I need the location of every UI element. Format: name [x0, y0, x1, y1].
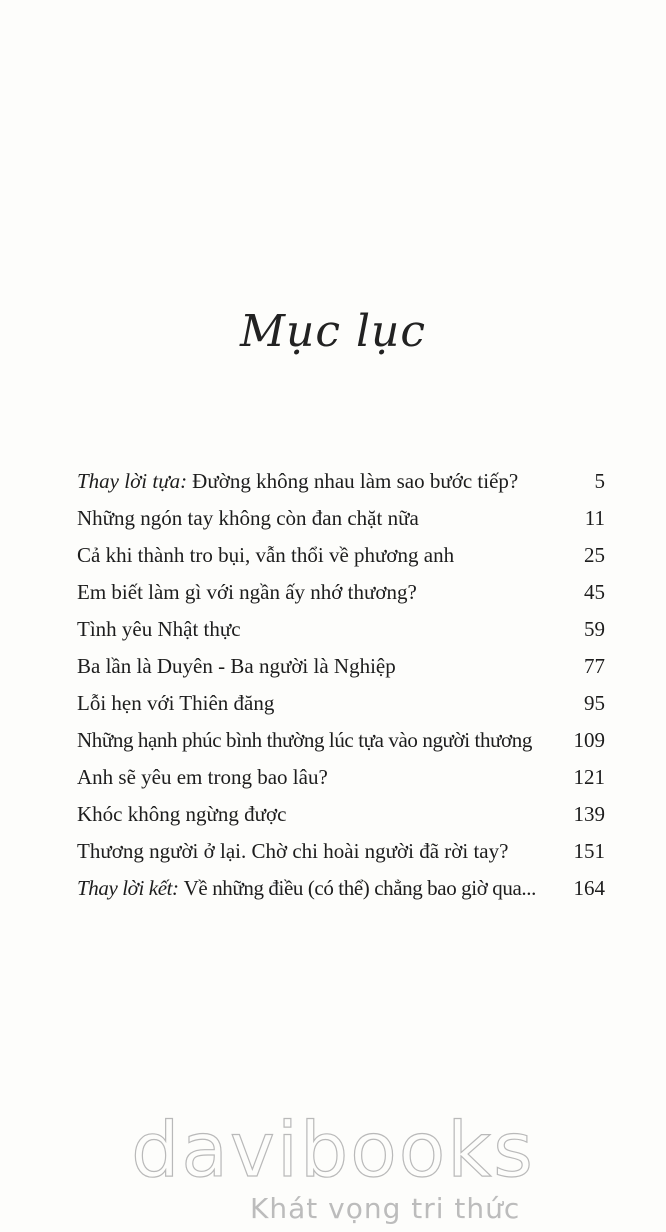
toc-entry-page: 151: [573, 839, 605, 863]
toc-entry: [77, 506, 605, 543]
toc-entry-page: 95: [584, 691, 605, 715]
toc-entry-title: Ba lần là Duyên - Ba người là Nghiệp: [77, 654, 396, 678]
toc-entry: [77, 765, 605, 802]
toc-entry-title: Những ngón tay không còn đan chặt nữa: [77, 506, 419, 530]
toc-entry-page: 164: [573, 876, 605, 900]
toc-entry-title: Tình yêu Nhật thực: [77, 617, 241, 641]
toc-entry-page: 77: [584, 654, 605, 678]
toc-entry-page: 59: [584, 617, 605, 641]
toc-entry-title: Đường không nhau làm sao bước tiếp?: [192, 469, 519, 493]
toc-entry: [77, 617, 605, 654]
watermark-tagline: Khát vọng tri thức: [250, 1192, 521, 1225]
toc-entry-title: Thương người ở lại. Chờ chi hoài người đã rời tay?: [77, 839, 509, 863]
toc-entry: [77, 691, 605, 728]
toc-entry-page: 5: [594, 469, 605, 493]
toc-entry-page: 139: [573, 802, 605, 826]
page-title: Mục lục: [239, 306, 427, 357]
toc-entry-page: 109: [573, 728, 605, 752]
toc-entry: [77, 839, 605, 876]
toc-entry: [77, 802, 605, 839]
toc-entry-title: Anh sẽ yêu em trong bao lâu?: [77, 765, 328, 789]
toc-entry: [77, 580, 605, 617]
toc-entry-title: Về những điều (có thể) chẳng bao giờ qua...: [183, 876, 536, 900]
toc-entry-title: Cả khi thành tro bụi, vẫn thổi về phương anh: [77, 543, 455, 567]
toc-entry-title: Khóc không ngừng được: [77, 802, 287, 826]
table-of-contents: [77, 469, 605, 913]
toc-entry-page: 45: [584, 580, 605, 604]
toc-entry-title: Em biết làm gì với ngần ấy nhớ thương?: [77, 580, 417, 604]
toc-entry: [77, 543, 605, 580]
toc-entry-prefix: Thay lời tựa:: [77, 469, 188, 493]
toc-entry-title: Lỗi hẹn với Thiên đăng: [77, 691, 275, 715]
toc-entry-prefix: Thay lời kết:: [77, 876, 179, 900]
toc-entry: [77, 728, 605, 765]
toc-entry-title: Những hạnh phúc bình thường lúc tựa vào người thương: [77, 728, 532, 752]
toc-entry-page: 121: [573, 765, 605, 789]
toc-entry: [77, 654, 605, 691]
watermark-brand: davibooks: [131, 1105, 535, 1194]
toc-entry: [77, 876, 605, 913]
toc-entry-page: 11: [584, 506, 605, 530]
toc-entry-page: 25: [584, 543, 605, 567]
toc-entry: [77, 469, 605, 506]
watermark: [0, 1105, 666, 1225]
